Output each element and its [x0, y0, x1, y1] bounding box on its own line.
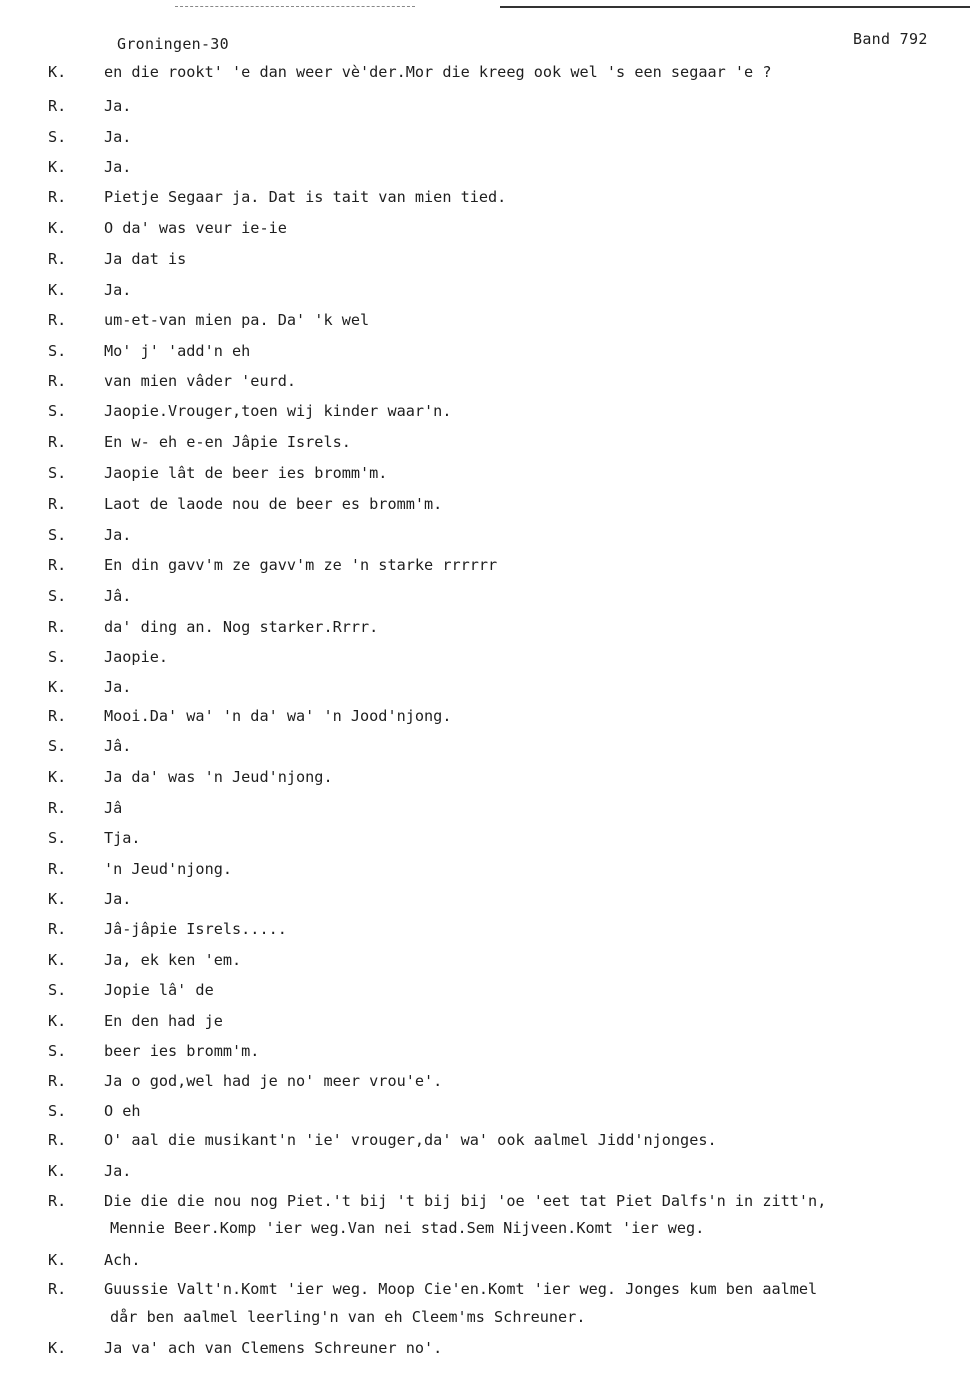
utterance-text: Laot de laode nou de beer es bromm'm. — [104, 495, 443, 513]
utterance-text: Ach. — [104, 1251, 141, 1269]
transcript-line — [0, 1189, 973, 1213]
transcript-line — [0, 185, 973, 209]
speaker-label: K. — [48, 1251, 67, 1269]
speaker-label: S. — [48, 464, 67, 482]
band-number: Band 792 — [853, 30, 928, 48]
utterance-text: O' aal die musikant'n 'ie' vrouger,da' wa' ook aalmel Jidd'njonges. — [104, 1131, 717, 1149]
speaker-label: S. — [48, 648, 67, 666]
speaker-label: K. — [48, 219, 67, 237]
transcript-line — [0, 1336, 973, 1360]
transcript-line — [0, 278, 973, 302]
utterance-text: dår ben aalmel leerling'n van eh Cleem'ms Schreuner. — [110, 1308, 586, 1326]
transcript-line — [0, 399, 973, 423]
speaker-label: K. — [48, 158, 67, 176]
speaker-label: R. — [48, 618, 67, 636]
utterance-text: Mooi.Da' wa' 'n da' wa' 'n Jood'njong. — [104, 707, 452, 725]
utterance-text: Ja. — [104, 678, 132, 696]
speaker-label: R. — [48, 188, 67, 206]
utterance-text: Jaopie.Vrouger,toen wij kinder waar'n. — [104, 402, 452, 420]
utterance-text: da' ding an. Nog starker.Rrrr. — [104, 618, 379, 636]
transcript-line — [0, 675, 973, 699]
utterance-text: Jâ. — [104, 737, 132, 755]
transcript-line — [0, 1039, 973, 1063]
speaker-label: S. — [48, 1102, 67, 1120]
transcript-line — [0, 216, 973, 240]
utterance-text: En din gavv'm ze gavv'm ze 'n starke rrrrrr — [104, 556, 498, 574]
transcript-line — [0, 584, 973, 608]
speaker-label: R. — [48, 1280, 67, 1298]
transcript-line — [0, 917, 973, 941]
transcript-line — [0, 887, 973, 911]
utterance-text: en die rookt' 'e dan weer vè'der.Mor die kreeg ook wel 's een segaar 'e ? — [104, 63, 772, 81]
speaker-label: K. — [48, 1339, 67, 1357]
transcript-line — [0, 734, 973, 758]
speaker-label: K. — [48, 1012, 67, 1030]
transcript-line — [0, 796, 973, 820]
transcript-line — [0, 94, 973, 118]
transcript-line — [0, 369, 973, 393]
utterance-text: Ja da' was 'n Jeud'njong. — [104, 768, 333, 786]
transcript-line — [0, 615, 973, 639]
speaker-label: R. — [48, 707, 67, 725]
speaker-label: K. — [48, 678, 67, 696]
utterance-text: 'n Jeud'njong. — [104, 860, 233, 878]
speaker-label: K. — [48, 1162, 67, 1180]
transcript-line — [0, 523, 973, 547]
utterance-text: Tja. — [104, 829, 141, 847]
utterance-text: Ja dat is — [104, 250, 187, 268]
utterance-text: Mennie Beer.Komp 'ier weg.Van nei stad.Sem Nijveen.Komt 'ier weg. — [110, 1219, 705, 1237]
utterance-text: Jâ — [104, 799, 123, 817]
utterance-text: Ja. — [104, 158, 132, 176]
speaker-label: K. — [48, 768, 67, 786]
speaker-label: R. — [48, 250, 67, 268]
transcript-line — [0, 645, 973, 669]
transcript-line-continuation — [0, 1216, 973, 1240]
transcript-line — [0, 247, 973, 271]
utterance-text: Jaopie. — [104, 648, 169, 666]
speaker-label: S. — [48, 829, 67, 847]
transcript-line-continuation — [0, 1305, 973, 1329]
transcript-line — [0, 1277, 973, 1301]
speaker-label: K. — [48, 890, 67, 908]
utterance-text: Ja. — [104, 1162, 132, 1180]
speaker-label: K. — [48, 63, 67, 81]
transcript-line — [0, 826, 973, 850]
transcript-line — [0, 1099, 973, 1123]
speaker-label: K. — [48, 951, 67, 969]
speaker-label: S. — [48, 587, 67, 605]
speaker-label: S. — [48, 402, 67, 420]
utterance-text: Guussie Valt'n.Komt 'ier weg. Moop Cie'en.Komt 'ier weg. Jonges kum ben aalmel — [104, 1280, 818, 1298]
utterance-text: Mo' j' 'add'n eh — [104, 342, 251, 360]
transcript-line — [0, 60, 973, 84]
speaker-label: S. — [48, 1042, 67, 1060]
transcript-line — [0, 308, 973, 332]
transcript-line — [0, 553, 973, 577]
utterance-text: Ja. — [104, 526, 132, 544]
utterance-text: Jâ-jâpie Isrels..... — [104, 920, 287, 938]
speaker-label: R. — [48, 97, 67, 115]
transcript-line — [0, 948, 973, 972]
transcript-line — [0, 339, 973, 363]
utterance-text: Ja va' ach van Clemens Schreuner no'. — [104, 1339, 443, 1357]
speaker-label: K. — [48, 281, 67, 299]
utterance-text: um-et-van mien pa. Da' 'k wel — [104, 311, 370, 329]
speaker-label: R. — [48, 433, 67, 451]
utterance-text: Jopie lâ' de — [104, 981, 214, 999]
speaker-label: S. — [48, 128, 67, 146]
utterance-text: Ja. — [104, 281, 132, 299]
speaker-label: S. — [48, 737, 67, 755]
transcript-line — [0, 125, 973, 149]
document-title: Groningen-30 — [117, 35, 229, 53]
utterance-text: Ja. — [104, 890, 132, 908]
transcript-line — [0, 704, 973, 728]
transcript-line — [0, 461, 973, 485]
speaker-label: R. — [48, 1131, 67, 1149]
transcript-line — [0, 1128, 973, 1152]
transcript-line — [0, 1159, 973, 1183]
utterance-text: Ja o god,wel had je no' meer vrou'e'. — [104, 1072, 443, 1090]
transcript-line — [0, 492, 973, 516]
speaker-label: R. — [48, 372, 67, 390]
utterance-text: Ja, ek ken 'em. — [104, 951, 242, 969]
utterance-text: En den had je — [104, 1012, 223, 1030]
speaker-label: R. — [48, 1192, 67, 1210]
transcript-line — [0, 1069, 973, 1093]
transcript-line — [0, 765, 973, 789]
transcript-line — [0, 1248, 973, 1272]
speaker-label: R. — [48, 860, 67, 878]
speaker-label: S. — [48, 981, 67, 999]
transcript-line — [0, 978, 973, 1002]
speaker-label: R. — [48, 495, 67, 513]
speaker-label: R. — [48, 799, 67, 817]
transcript-line — [0, 857, 973, 881]
utterance-text: Jâ. — [104, 587, 132, 605]
utterance-text: beer ies bromm'm. — [104, 1042, 260, 1060]
utterance-text: Jaopie lât de beer ies bromm'm. — [104, 464, 388, 482]
utterance-text: En w- eh e-en Jâpie Isrels. — [104, 433, 351, 451]
utterance-text: O da' was veur ie-ie — [104, 219, 287, 237]
speaker-label: R. — [48, 920, 67, 938]
transcript-line — [0, 1009, 973, 1033]
utterance-text: Ja. — [104, 97, 132, 115]
speaker-label: S. — [48, 526, 67, 544]
utterance-text: Pietje Segaar ja. Dat is tait van mien tied. — [104, 188, 507, 206]
speaker-label: R. — [48, 556, 67, 574]
utterance-text: van mien vâder 'eurd. — [104, 372, 297, 390]
speaker-label: S. — [48, 342, 67, 360]
transcript-line — [0, 430, 973, 454]
transcript-line — [0, 155, 973, 179]
utterance-text: Die die die nou nog Piet.'t bij 't bij bij 'oe 'eet tat Piet Dalfs'n in zitt'n, — [104, 1192, 827, 1210]
utterance-text: O eh — [104, 1102, 141, 1120]
utterance-text: Ja. — [104, 128, 132, 146]
speaker-label: R. — [48, 311, 67, 329]
speaker-label: R. — [48, 1072, 67, 1090]
